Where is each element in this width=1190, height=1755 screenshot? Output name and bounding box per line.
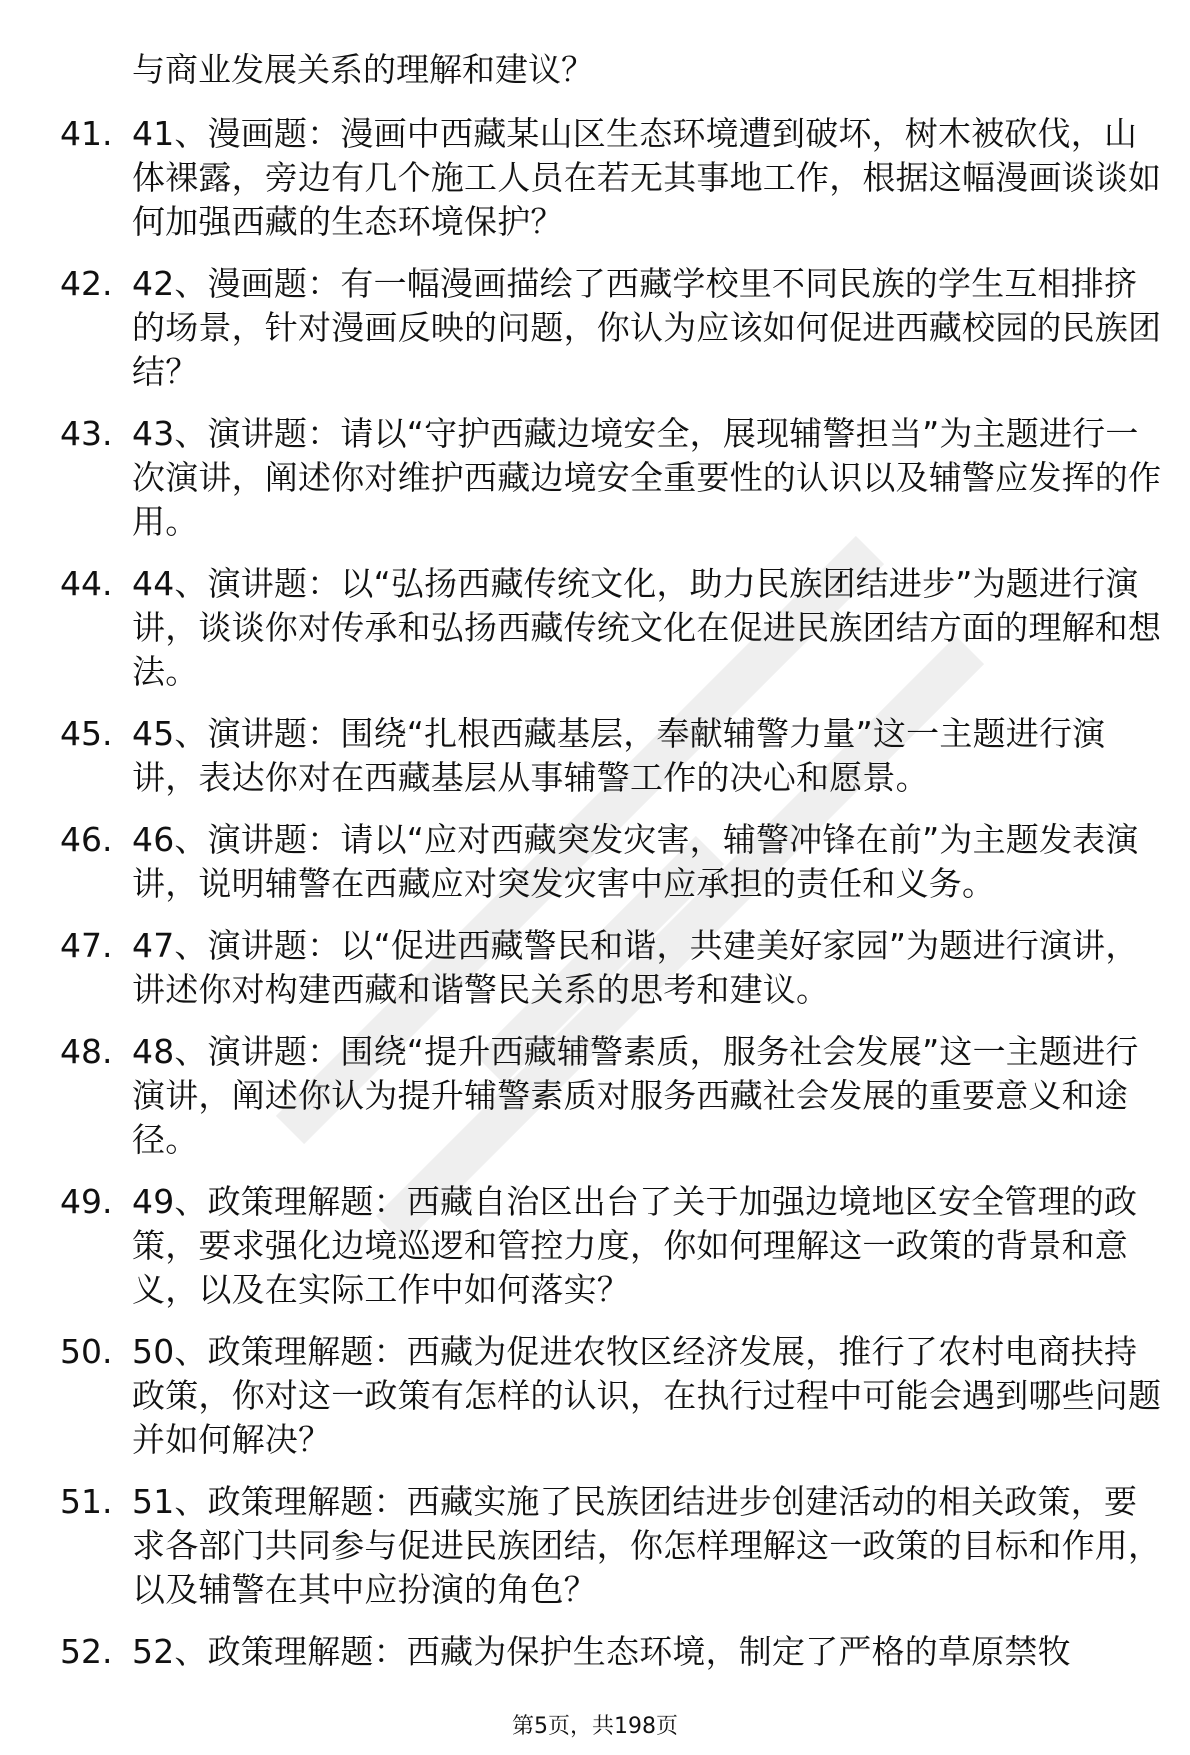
question-number: 50. <box>60 1332 113 1371</box>
question-number: 51. <box>60 1482 113 1521</box>
continuation-text: 与商业发展关系的理解和建议？ <box>132 50 594 89</box>
list-item <box>0 562 1190 694</box>
question-text: 52、政策理解题：西藏为保护生态环境，制定了严格的草原禁牧 <box>132 1632 1071 1671</box>
list-item <box>0 818 1190 906</box>
question-text: 48、演讲题：围绕“提升西藏辅警素质，服务社会发展”这一主题进行演讲，阐述你认为提升辅警素质对服务西藏社会发展的重要意义和途径。 <box>132 1032 1139 1159</box>
question-number: 49. <box>60 1182 113 1221</box>
list-item <box>0 1330 1190 1462</box>
list-item <box>0 1180 1190 1312</box>
question-number: 47. <box>60 926 113 965</box>
question-text: 46、演讲题：请以“应对西藏突发灾害，辅警冲锋在前”为主题发表演讲，说明辅警在西藏应对突发灾害中应承担的责任和义务。 <box>132 820 1139 903</box>
question-text: 51、政策理解题：西藏实施了民族团结进步创建活动的相关政策，要求各部门共同参与促进民族团结，你怎样理解这一政策的目标和作用，以及辅警在其中应扮演的角色？ <box>132 1482 1162 1609</box>
list-item <box>0 112 1190 244</box>
question-number: 43. <box>60 414 113 453</box>
question-text: 42、漫画题：有一幅漫画描绘了西藏学校里不同民族的学生互相排挤的场景，针对漫画反映的问题，你认为应该如何促进西藏校园的民族团结？ <box>132 264 1162 391</box>
question-number: 42. <box>60 264 113 303</box>
list-item <box>0 1480 1190 1612</box>
list-item <box>0 1630 1190 1674</box>
question-text: 49、政策理解题：西藏自治区出台了关于加强边境地区安全管理的政策，要求强化边境巡逻和管控力度，你如何理解这一政策的背景和意义，以及在实际工作中如何落实？ <box>132 1182 1138 1309</box>
question-number: 41. <box>60 114 113 153</box>
question-list <box>0 112 1190 1692</box>
question-text: 50、政策理解题：西藏为促进农牧区经济发展，推行了农村电商扶持政策，你对这一政策有怎样的认识，在执行过程中可能会遇到哪些问题并如何解决？ <box>132 1332 1162 1459</box>
question-number: 45. <box>60 714 113 753</box>
question-number: 52. <box>60 1632 113 1671</box>
question-text: 45、演讲题：围绕“扎根西藏基层，奉献辅警力量”这一主题进行演讲，表达你对在西藏基层从事辅警工作的决心和愿景。 <box>132 714 1106 797</box>
page-footer: 第5页，共198页 <box>512 1714 678 1739</box>
question-number: 44. <box>60 564 113 603</box>
question-number: 46. <box>60 820 113 859</box>
question-text: 43、演讲题：请以“守护西藏边境安全，展现辅警担当”为主题进行一次演讲，阐述你对维护西藏边境安全重要性的认识以及辅警应发挥的作用。 <box>132 414 1162 541</box>
list-item <box>0 924 1190 1012</box>
list-item <box>0 712 1190 800</box>
question-number: 48. <box>60 1032 113 1071</box>
question-text: 47、演讲题：以“促进西藏警民和谐，共建美好家园”为题进行演讲，讲述你对构建西藏和谐警民关系的思考和建议。 <box>132 926 1139 1009</box>
list-item <box>0 412 1190 544</box>
question-text: 41、漫画题：漫画中西藏某山区生态环境遭到破坏，树木被砍伐，山体裸露，旁边有几个施工人员在若无其事地工作，根据这幅漫画谈谈如何加强西藏的生态环境保护？ <box>132 114 1162 241</box>
list-item <box>0 1030 1190 1162</box>
list-item <box>0 262 1190 394</box>
question-text: 44、演讲题：以“弘扬西藏传统文化，助力民族团结进步”为题进行演讲，谈谈你对传承和弘扬西藏传统文化在促进民族团结方面的理解和想法。 <box>132 564 1162 691</box>
